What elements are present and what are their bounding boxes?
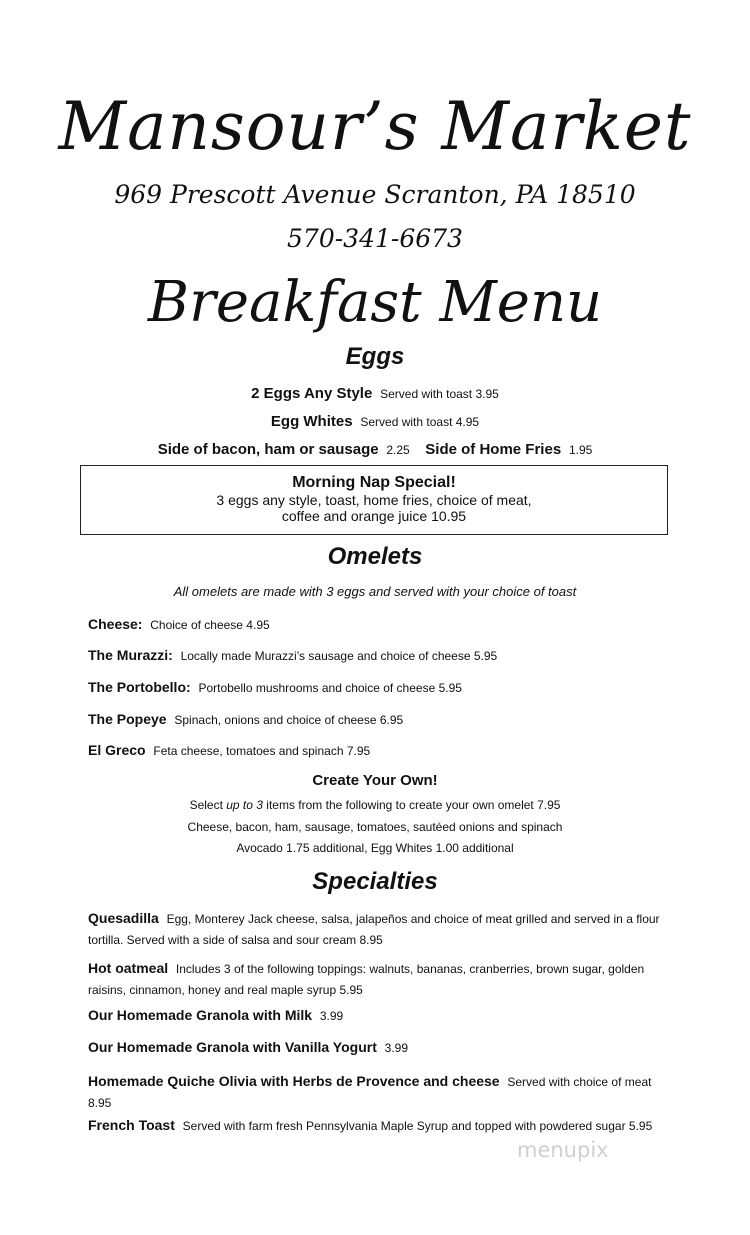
- specialty-name: Quesadilla: [88, 910, 159, 926]
- omelets-note: All omelets are made with 3 eggs and served with your choice of toast: [173, 584, 577, 599]
- specialty-item: [88, 1005, 663, 1026]
- restaurant-title: Mansour’s Market: [58, 88, 692, 165]
- menupix-watermark: menupix: [517, 1138, 609, 1162]
- specialties-heading: Specialties: [312, 868, 438, 895]
- eggs-item-name: 2 Eggs Any Style: [251, 385, 373, 402]
- eggs-item-name: Egg Whites: [270, 413, 353, 430]
- omelet-name: The Murazzi:: [88, 647, 173, 663]
- special-title: Morning Nap Special!: [292, 474, 456, 491]
- omelet-name: The Portobello:: [88, 679, 191, 695]
- omelet-desc: Locally made Murazzi’s sausage and choice of cheese 5.95: [180, 649, 498, 663]
- omelet-item: [88, 677, 663, 698]
- create-line: [0, 798, 750, 812]
- special-line: 3 eggs any style, toast, home fries, choice of meat,: [216, 492, 532, 508]
- omelet-desc: Feta cheese, tomatoes and spinach 7.95: [153, 744, 371, 758]
- specialty-name: Our Homemade Granola with Milk: [88, 1007, 313, 1023]
- specialty-desc: Served with choice of meat 8.95: [88, 1075, 652, 1110]
- side-price: 1.95: [568, 443, 593, 457]
- create-line-em: up to 3: [226, 798, 263, 812]
- restaurant-phone: 570-341-6673: [287, 224, 463, 253]
- create-line-pre: Select: [189, 798, 227, 812]
- specialty-desc: Egg, Monterey Jack cheese, salsa, jalapeños and choice of meat grilled and served in a flour tortilla. Served with a side of salsa and sour cream 8.95: [88, 912, 660, 947]
- specialty-desc: 3.99: [384, 1041, 409, 1055]
- specialty-name: Our Homemade Granola with Vanilla Yogurt: [88, 1039, 377, 1055]
- omelet-desc: Portobello mushrooms and choice of cheese 5.95: [198, 681, 462, 695]
- eggs-item: [0, 413, 750, 430]
- specialty-name: French Toast: [88, 1117, 175, 1133]
- eggs-item-desc: Served with toast 4.95: [360, 415, 480, 429]
- specialty-item: [88, 1037, 663, 1058]
- eggs-item-desc: Served with toast 3.95: [380, 387, 499, 401]
- create-your-own-heading: [0, 772, 750, 789]
- omelet-item: [88, 614, 663, 635]
- omelet-name: El Greco: [88, 742, 146, 758]
- side-price: 2.25: [386, 443, 410, 457]
- create-line-post: items from the following to create your own omelet 7.95: [262, 798, 561, 812]
- specialty-name: Hot oatmeal: [88, 960, 169, 976]
- omelets-heading: Omelets: [327, 543, 423, 570]
- omelet-name: Cheese:: [88, 616, 143, 632]
- restaurant-address: 969 Prescott Avenue Scranton, PA 18510: [114, 180, 636, 209]
- specialty-desc: Includes 3 of the following toppings: walnuts, bananas, cranberries, brown sugar, golden raisins, cinnamon, honey and real maple syrup 5.95: [88, 962, 645, 997]
- create-line: Cheese, bacon, ham, sausage, tomatoes, sautéed onions and spinach: [187, 820, 563, 834]
- special-line: coffee and orange juice 10.95: [281, 508, 467, 524]
- create-heading-text: Create Your Own!: [312, 772, 438, 789]
- omelet-desc: Choice of cheese 4.95: [150, 618, 270, 632]
- specialty-item: [88, 1115, 663, 1136]
- side-name: Side of Home Fries: [425, 441, 562, 458]
- eggs-heading: Eggs: [345, 343, 405, 370]
- specialty-desc: Served with farm fresh Pennsylvania Maple Syrup and topped with powdered sugar 5.95: [182, 1119, 653, 1133]
- create-line: Avocado 1.75 additional, Egg Whites 1.00 additional: [236, 841, 514, 855]
- morning-nap-special-box: [80, 465, 668, 535]
- specialty-item: [88, 958, 663, 1000]
- specialty-item: [88, 908, 663, 950]
- omelet-item: [88, 645, 663, 666]
- specialty-name: Homemade Quiche Olivia with Herbs de Provence and cheese: [88, 1073, 500, 1089]
- specialty-desc: 3.99: [319, 1009, 344, 1023]
- eggs-item: [0, 385, 750, 402]
- omelet-name: The Popeye: [88, 711, 167, 727]
- side-name: Side of bacon, ham or sausage: [157, 441, 379, 458]
- specialty-item: [88, 1071, 663, 1113]
- menu-title: Breakfast Menu: [147, 270, 603, 335]
- eggs-sides: [0, 441, 750, 458]
- omelet-desc: Spinach, onions and choice of cheese 6.95: [174, 713, 404, 727]
- omelet-item: [88, 709, 663, 730]
- omelet-item: [88, 740, 663, 761]
